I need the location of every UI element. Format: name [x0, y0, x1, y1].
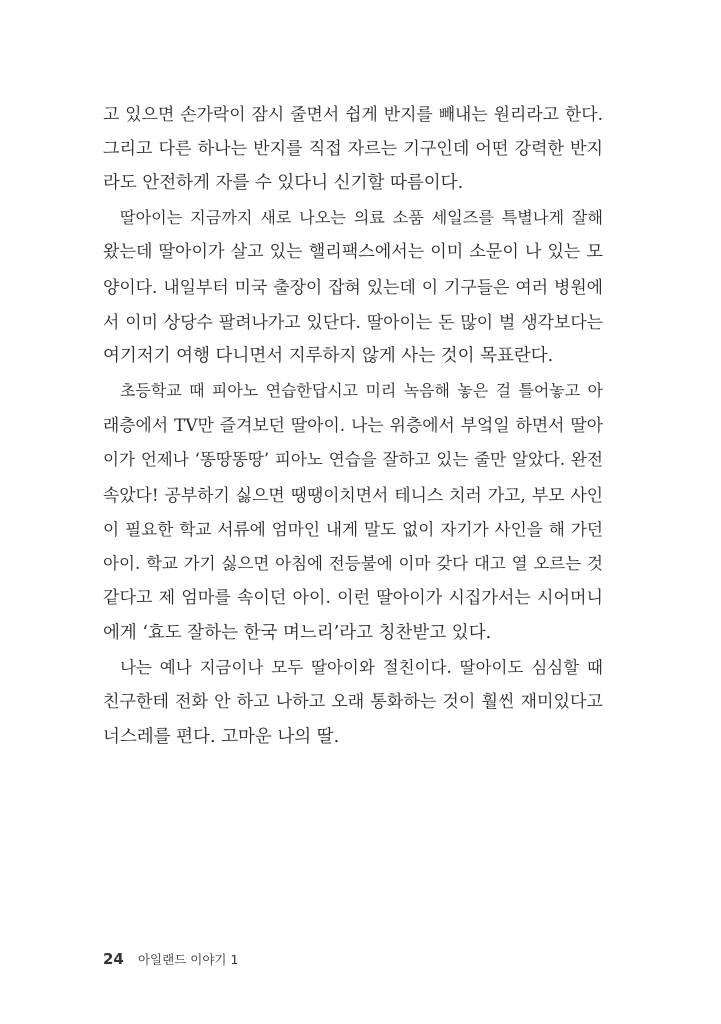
text-line: 왔는데 딸아이가 살고 있는 핼리팩스에서는 이미 소문이 나 있는 모 — [103, 242, 603, 263]
text-line: 그리고 다른 하나는 반지를 직접 자르는 기구인데 어떤 강력한 반지 — [103, 138, 603, 159]
page-number: 24 — [103, 950, 124, 968]
text-line: 라도 안전하게 자를 수 있다니 신기할 따름이다. — [103, 173, 464, 194]
text-line: 딸아이는 지금까지 새로 나오는 의료 소품 세일즈를 특별나게 잘해 — [120, 207, 603, 227]
text-line: 고 있으면 손가락이 잠시 줄면서 쉽게 반지를 빼내는 원리라고 한다. — [103, 104, 603, 124]
paragraph — [103, 374, 603, 651]
page-footer — [103, 949, 238, 968]
text-line: 에게 ‘효도 잘하는 한국 며느리’라고 칭찬받고 있다. — [103, 622, 492, 643]
text-line: 속았다! 공부하기 싫으면 땡땡이치면서 테니스 치러 가고, 부모 사인 — [103, 484, 603, 505]
text-line: 친구한테 전화 안 하고 나하고 오래 통화하는 것이 훨씬 재미있다고 — [103, 692, 603, 713]
text-line: 이가 언제나 ‘똥땅똥땅’ 피아노 연습을 잘하고 있는 줄만 알았다. 완전 — [103, 449, 603, 469]
text-line: 같다고 제 엄마를 속이던 아이. 이런 딸아이가 시집가서는 시어머니 — [103, 588, 603, 609]
book-title: 아일랜드 이야기 1 — [137, 952, 239, 967]
text-line: 여기저기 여행 다니면서 지루하지 않게 사는 것이 목표란다. — [103, 346, 554, 367]
text-line: 아이. 학교 가기 싫으면 아침에 전등불에 이마 갖다 대고 열 오르는 것 — [103, 553, 603, 573]
text-line: 너스레를 편다. 고마운 나의 딸. — [103, 726, 340, 747]
text-line: 양이다. 내일부터 미국 출장이 잡혀 있는데 이 기구들은 여러 병원에 — [103, 276, 603, 297]
text-line: 서 이미 상당수 팔려나가고 있단다. 딸아이는 돈 많이 벌 생각보다는 — [103, 311, 603, 332]
text-line: 초등학교 때 피아노 연습한답시고 미리 녹음해 놓은 걸 틀어놓고 아 — [120, 380, 603, 400]
text-line: 이 필요한 학교 서류에 엄마인 내게 말도 없이 자기가 사인을 해 가던 — [103, 519, 603, 540]
paragraph — [103, 201, 603, 374]
text-line: 나는 예나 지금이나 모두 딸아이와 절친이다. 딸아이도 심심할 때 — [120, 657, 603, 677]
paragraph — [103, 651, 603, 755]
paragraph — [103, 97, 603, 201]
text-line: 래층에서 TV만 즐겨보던 딸아이. 나는 위층에서 부엌일 하면서 딸아 — [103, 415, 603, 436]
body-text — [103, 97, 603, 754]
